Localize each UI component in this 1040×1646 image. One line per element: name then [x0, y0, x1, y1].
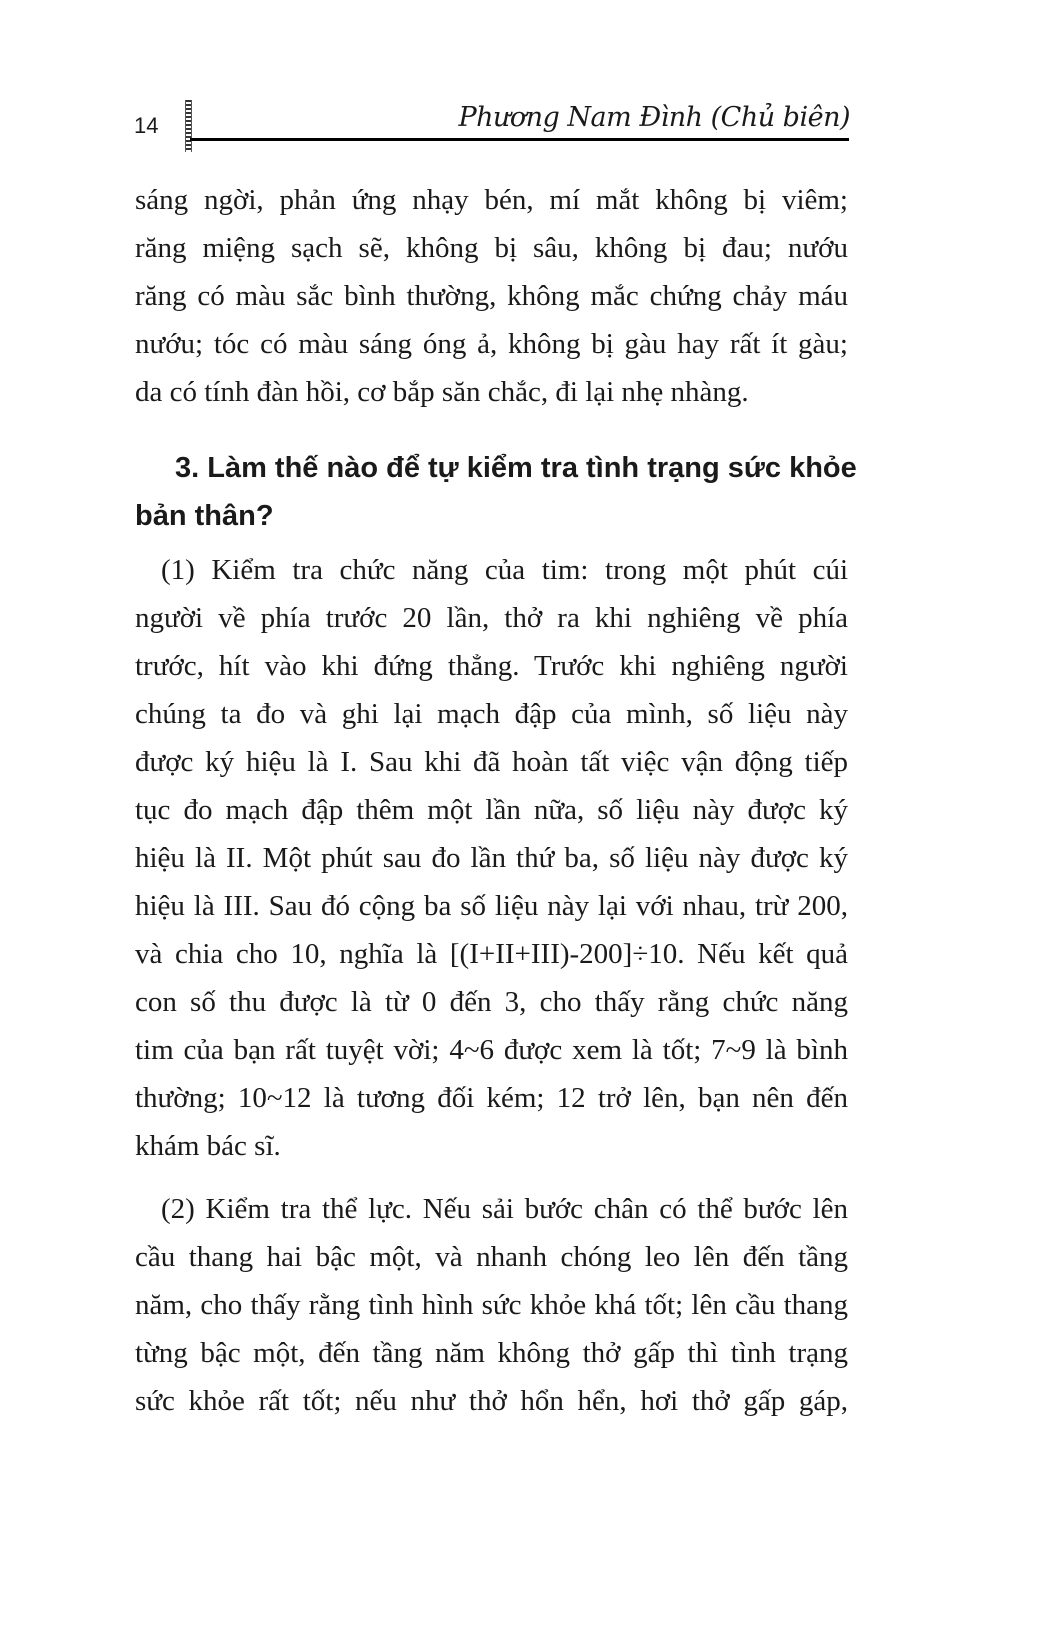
text-line: từng bậc một, đến tầng năm không thở gấp thì tình trạng	[135, 1337, 848, 1369]
page-number: 14	[134, 113, 159, 138]
text-line: tục đo mạch đập thêm một lần nữa, số liệu này được ký	[135, 794, 848, 826]
text-line: sáng ngời, phản ứng nhạy bén, mí mắt không bị viêm;	[135, 184, 848, 216]
running-header-author: Phương Nam Đình (Chủ biên)	[458, 102, 850, 133]
text-line: và chia cho 10, nghĩa là [(I+II+III)-200]÷10. Nếu kết quả	[135, 938, 848, 970]
text-line: được ký hiệu là I. Sau khi đã hoàn tất việc vận động tiếp	[135, 746, 848, 778]
text-line: thường; 10~12 là tương đối kém; 12 trở lên, bạn nên đến	[135, 1082, 848, 1114]
paragraph-3	[135, 1193, 848, 1433]
text-line: da có tính đàn hồi, cơ bắp săn chắc, đi lại nhẹ nhàng.	[135, 376, 749, 408]
header-chain-divider	[185, 100, 192, 152]
text-line: hiệu là III. Sau đó cộng ba số liệu này lại với nhau, trừ 200,	[135, 890, 848, 922]
section-heading	[135, 452, 857, 548]
heading-line: bản thân?	[135, 500, 274, 532]
text-line: người về phía trước 20 lần, thở ra khi nghiêng về phía	[135, 602, 848, 634]
text-line: răng có màu sắc bình thường, không mắc chứng chảy máu	[135, 280, 848, 312]
paragraph-1	[135, 184, 848, 424]
paragraph-2	[135, 554, 848, 1178]
text-line: trước, hít vào khi đứng thẳng. Trước khi nghiêng người	[135, 650, 848, 682]
text-line: chúng ta đo và ghi lại mạch đập của mình, số liệu này	[135, 698, 848, 730]
text-line: (1) Kiểm tra chức năng của tim: trong một phút cúi	[161, 554, 848, 586]
heading-line: 3. Làm thế nào để tự kiểm tra tình trạng sức khỏe	[175, 452, 857, 484]
text-line: tim của bạn rất tuyệt vời; 4~6 được xem là tốt; 7~9 là bình	[135, 1034, 848, 1066]
text-line: năm, cho thấy rằng tình hình sức khỏe khá tốt; lên cầu thang	[135, 1289, 848, 1321]
text-line: con số thu được là từ 0 đến 3, cho thấy rằng chức năng	[135, 986, 848, 1018]
text-line: khám bác sĩ.	[135, 1130, 281, 1162]
text-line: cầu thang hai bậc một, và nhanh chóng leo lên đến tầng	[135, 1241, 848, 1273]
text-line: nướu; tóc có màu sáng óng ả, không bị gàu hay rất ít gàu;	[135, 328, 848, 360]
text-line: hiệu là II. Một phút sau đo lần thứ ba, số liệu này được ký	[135, 842, 848, 874]
text-line: (2) Kiểm tra thể lực. Nếu sải bước chân có thể bước lên	[161, 1193, 848, 1225]
text-line: răng miệng sạch sẽ, không bị sâu, không bị đau; nướu	[135, 232, 848, 264]
header-rule	[190, 138, 849, 141]
text-line: sức khỏe rất tốt; nếu như thở hổn hển, hơi thở gấp gáp,	[135, 1385, 848, 1417]
